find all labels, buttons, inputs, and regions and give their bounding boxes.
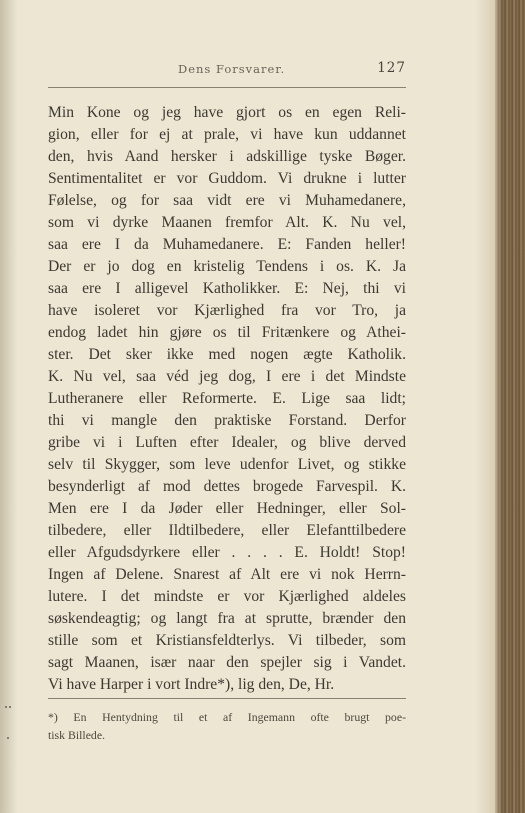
text-line: Ingen af Delene. Snarest af Alt ere vi nok Herrn- xyxy=(48,566,406,583)
text-line: saa ere I da Muhamedanere. E: Fanden heller! xyxy=(48,236,406,253)
text-line: eller Afgudsdyrkere eller . . . . E. Holdt! Stop! xyxy=(48,544,406,561)
running-head: Dens Forsvarer. xyxy=(178,62,286,76)
margin-speck xyxy=(5,706,7,708)
footnote xyxy=(48,708,406,744)
text-line: besynderligt af mod dettes brogede Farvespil. K. xyxy=(48,478,406,495)
text-line: ster. Det sker ikke med nogen ægte Katholik. xyxy=(48,346,406,363)
text-line: den, hvis Aand hersker i adskillige tyske Bøger. xyxy=(48,148,406,165)
text-line: thi vi mangle den praktiske Forstand. Derfor xyxy=(48,412,406,429)
margin-speck xyxy=(9,706,11,708)
header-rule xyxy=(48,87,406,88)
page-header xyxy=(48,60,406,86)
page-number: 127 xyxy=(377,60,406,76)
text-line: Lutheranere eller Reformerte. E. Lige saa lidt; xyxy=(48,390,406,407)
text-line: Sentimentalitet er vor Guddom. Vi drukne i lutter xyxy=(48,170,406,187)
text-line: endog ladet hin gjøre os til Fritænkere og Athei- xyxy=(48,324,406,341)
text-line: saa ere I alligevel Katholikker. E: Nej, thi vi xyxy=(48,280,406,297)
text-line: Der er jo dog en kristelig Tendens i os. K. Ja xyxy=(48,258,406,275)
text-line: have isoleret vor Kjærlighed fra vor Tro, ja xyxy=(48,302,406,319)
text-line: K. Nu vel, saa véd jeg dog, I ere i det Mindste xyxy=(48,368,406,385)
text-line: Vi have Harper i vort Indre*), lig den, De, Hr. xyxy=(48,676,335,693)
page-edge-shadow xyxy=(475,0,497,813)
text-line: gion, eller for ej at prale, vi have kun uddannet xyxy=(48,126,406,143)
text-line: tilbedere, eller Ildtilbedere, eller Elefanttilbedere xyxy=(48,522,406,539)
book-page-edges xyxy=(495,0,525,813)
text-line: gribe vi i Luften efter Idealer, og blive derved xyxy=(48,434,406,451)
footnote-line: *) En Hentydning til et af Ingemann ofte brugt poe- xyxy=(48,710,406,724)
text-line: Min Kone og jeg have gjort os en egen Reli- xyxy=(48,104,406,121)
text-line: stille som et Kristiansfeldterlys. Vi tilbeder, som xyxy=(48,632,406,649)
footnote-rule xyxy=(48,698,406,699)
text-line: selv til Skygger, som leve udenfor Livet, og stikke xyxy=(48,456,406,473)
text-line: Men ere I da Jøder eller Hedninger, eller Sol- xyxy=(48,500,406,517)
body-text xyxy=(48,102,406,696)
text-line: Følelse, og for saa vidt ere vi Muhamedanere, xyxy=(48,192,406,209)
text-line: sagt Maanen, især naar den spejler sig i Vandet. xyxy=(48,654,406,671)
text-line: søskendeagtig; og langt fra at sprutte, brænder den xyxy=(48,610,406,627)
margin-speck xyxy=(7,737,9,739)
page-gutter-shadow xyxy=(0,0,18,813)
footnote-line: tisk Billede. xyxy=(48,728,106,742)
text-line: som vi dyrke Maanen fremfor Alt. K. Nu vel, xyxy=(48,214,406,231)
text-line: lutere. I det mindste er vor Kjærlighed aldeles xyxy=(48,588,406,605)
